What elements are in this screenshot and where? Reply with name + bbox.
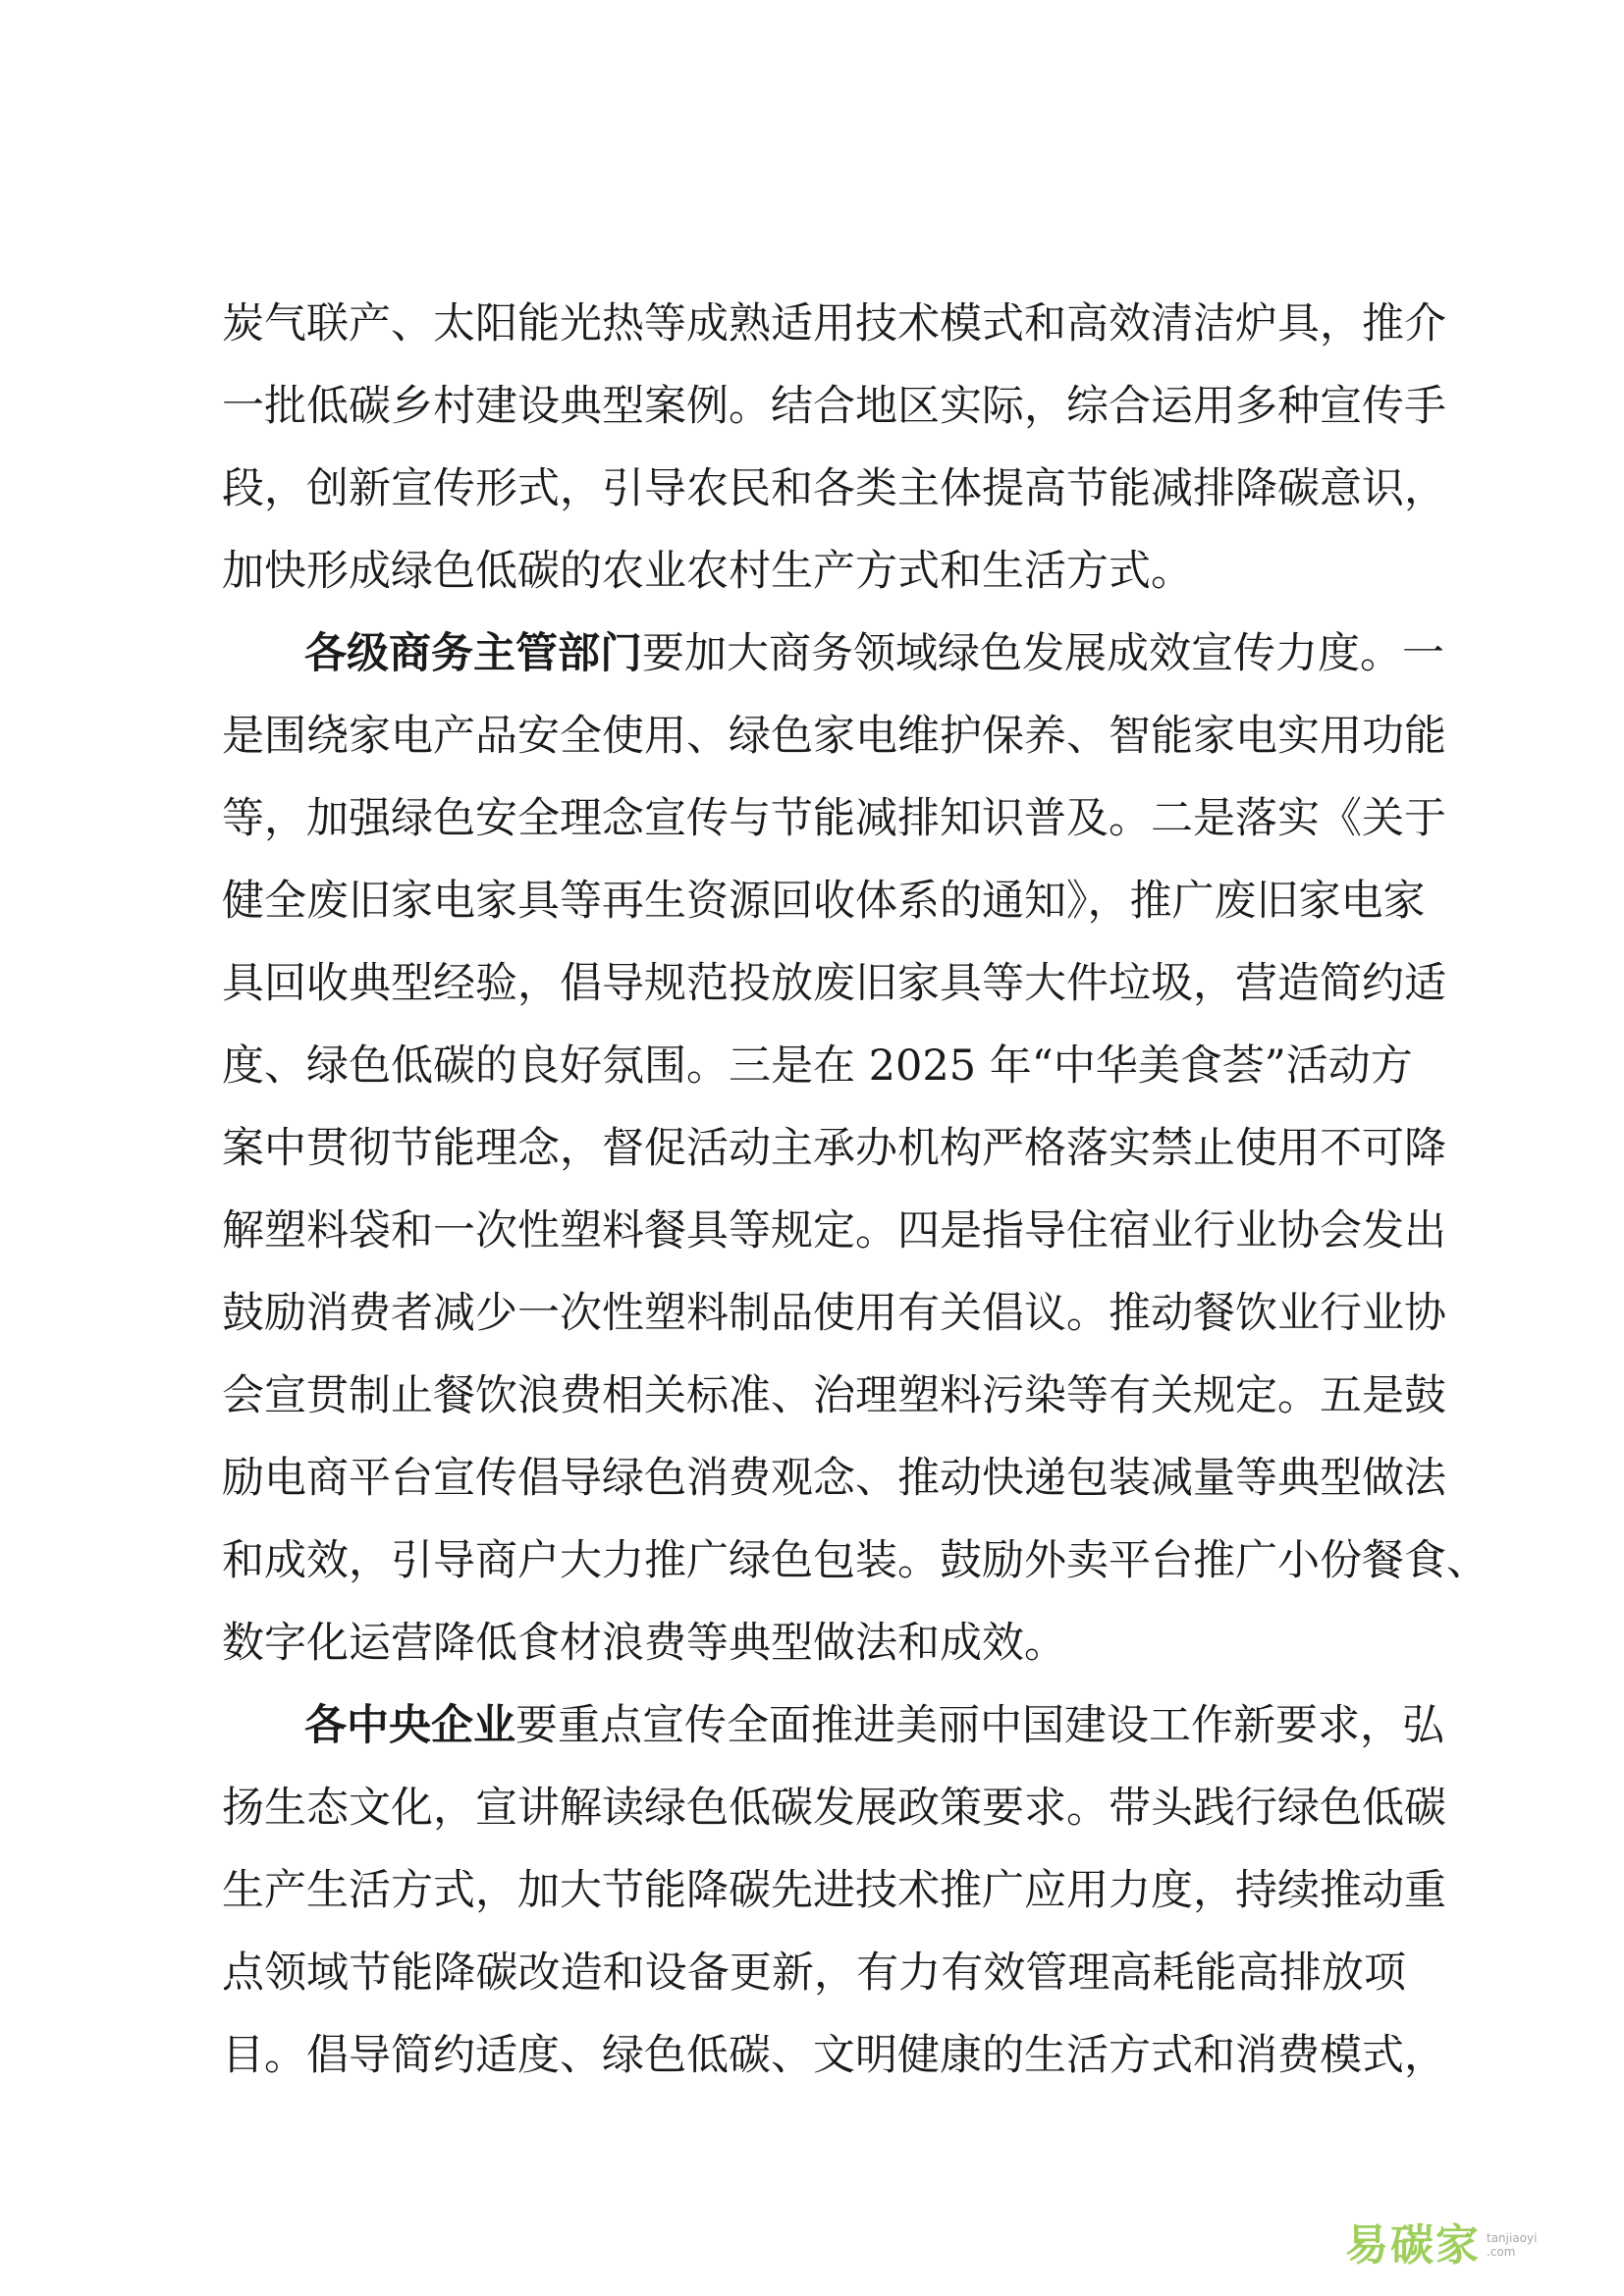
paragraph-lead: 各中央企业: [304, 1701, 515, 1750]
text-line: 鼓励消费者减少一次性塑料制品使用有关倡议。推动餐饮业行业协: [222, 1289, 1446, 1338]
text-line: 具回收典型经验，倡导规范投放废旧家具等大件垃圾，营造简约适: [222, 959, 1446, 1008]
text-line: 一批低碳乡村建设典型案例。结合地区实际，综合运用多种宣传手: [222, 382, 1446, 431]
watermark-url-part: .com: [1487, 2245, 1516, 2259]
watermark-logo: [1345, 2214, 1591, 2269]
paragraph-lead: 各级商务主管部门: [304, 629, 642, 678]
watermark-url: [1487, 2231, 1537, 2259]
text-line: 数字化运营降低食材浪费等典型做法和成效。: [222, 1619, 1066, 1668]
text-line: 炭气联产、太阳能光热等成熟适用技术模式和高效清洁炉具，推介: [222, 299, 1446, 348]
text-line: [304, 624, 1444, 683]
watermark-text: 易碳家: [1345, 2220, 1481, 2270]
text-line: 扬生态文化，宣讲解读绿色低碳发展政策要求。带头践行绿色低碳: [222, 1784, 1446, 1833]
text-line: 和成效，引导商户大力推广绿色包装。鼓励外卖平台推广小份餐食、: [222, 1536, 1489, 1585]
text-line: 励电商平台宣传倡导绿色消费观念、推动快递包装减量等典型做法: [222, 1454, 1446, 1503]
text-line: 解塑料袋和一次性塑料餐具等规定。四是指导住宿业行业协会发出: [222, 1206, 1446, 1255]
text-line: 目。倡导简约适度、绿色低碳、文明健康的生活方式和消费模式，: [222, 2031, 1446, 2080]
text-line: [304, 1696, 1444, 1755]
text-line: 点领域节能降碳改造和设备更新，有力有效管理高耗能高排放项: [222, 1949, 1406, 1998]
text-line: 是围绕家电产品安全使用、绿色家电维护保养、智能家电实用功能: [222, 712, 1446, 761]
text-line: 会宣贯制止餐饮浪费相关标准、治理塑料污染等有关规定。五是鼓: [222, 1371, 1446, 1420]
watermark-url-part: tanjiaoyi: [1487, 2231, 1538, 2245]
text-line: 度、绿色低碳的良好氛围。三是在 2025 年“中华美食荟”活动方: [222, 1041, 1413, 1091]
text-span: 要重点宣传全面推进美丽中国建设工作新要求，弘: [515, 1701, 1444, 1750]
text-span: 要加大商务领域绿色发展成效宣传力度。一: [642, 629, 1444, 678]
text-line: 健全废旧家电家具等再生资源回收体系的通知》，推广废旧家电家: [222, 877, 1426, 926]
text-line: 段，创新宣传形式，引导农民和各类主体提高节能减排降碳意识，: [222, 464, 1446, 513]
text-line: 等，加强绿色安全理念宣传与节能减排知识普及。二是落实《关于: [222, 794, 1446, 843]
text-line: 案中贯彻节能理念，督促活动主承办机构严格落实禁止使用不可降: [222, 1124, 1446, 1173]
text-line: 加快形成绿色低碳的农业农村生产方式和生活方式。: [222, 547, 1193, 596]
text-line: 生产生活方式，加大节能降碳先进技术推广应用力度，持续推动重: [222, 1866, 1446, 1915]
